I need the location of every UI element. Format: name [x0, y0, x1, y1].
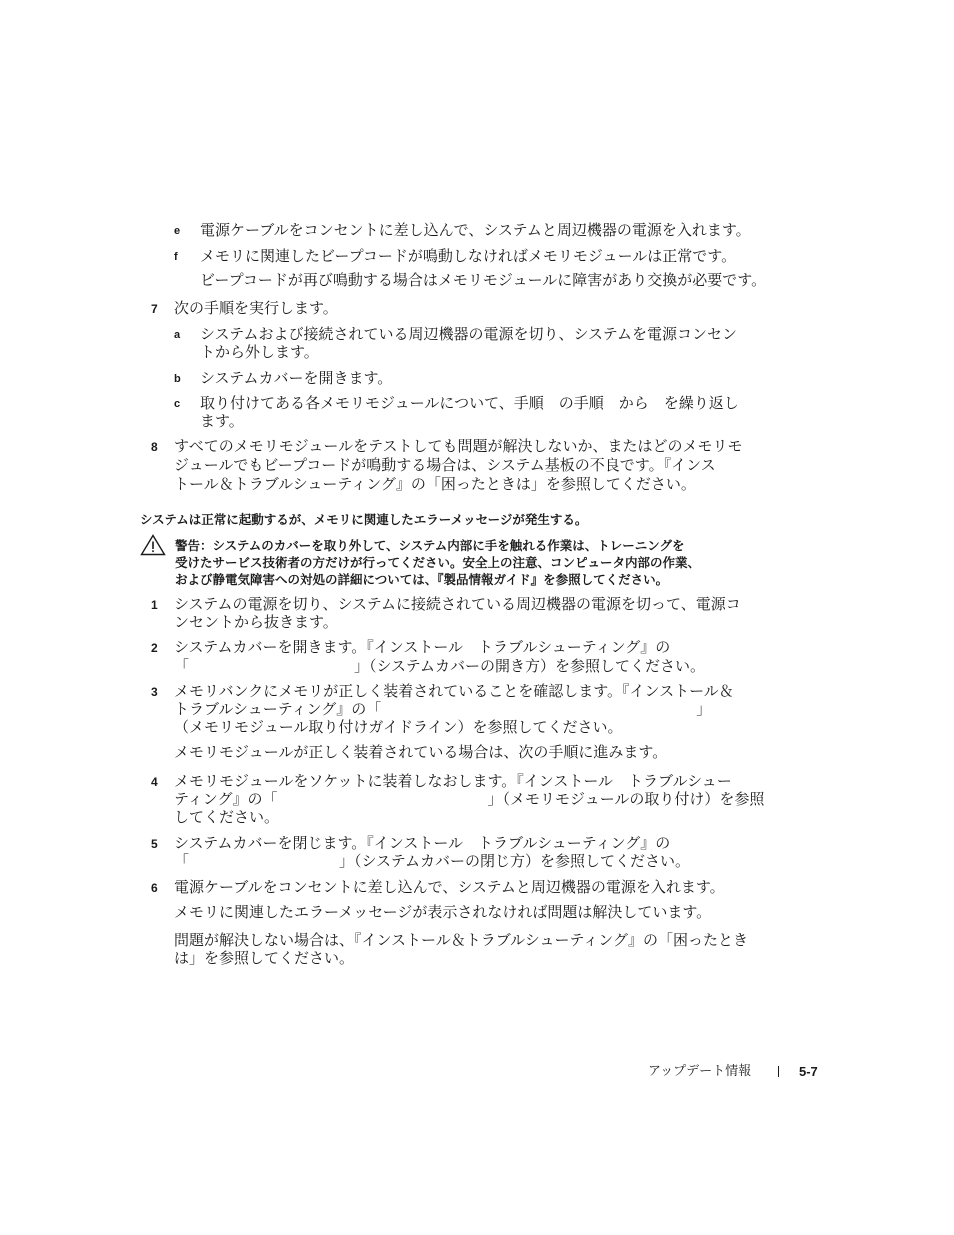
step-7-text: 次の手順を実行します。	[174, 299, 338, 317]
step-3-note: メモリモジュールが正しく装着されている場合は、次の手順に進みます。	[174, 743, 668, 761]
step-8-line3: トール＆トラブルシューティング』の「困ったときは」を参照してください。	[174, 475, 696, 493]
step-6-note1: メモリに関連したエラーメッセージが表示されなければ問題は解決しています。	[174, 903, 712, 921]
step-3-line3: （メモリモジュール取り付けガイドライン）を参照してください。	[174, 718, 623, 736]
step-4-line3: してください。	[174, 808, 280, 826]
step-2-line1: システムカバーを開きます。『インストール トラブルシューティング』の	[174, 638, 671, 656]
step-e-text: 電源ケーブルをコンセントに差し込んで、システムと周辺機器の電源を入れます。	[200, 221, 751, 239]
step-1-line1: システムの電源を切り、システムに接続されている周辺機器の電源を切って、電源コ	[174, 595, 741, 613]
step-4-line1: メモリモジュールをソケットに装着しなおします。『インストール トラブルシュー	[174, 772, 732, 790]
step-label-7c: c	[174, 398, 181, 410]
step-label-3: 3	[151, 685, 158, 699]
step-7c-line1: 取り付けてある各メモリモジュールについて、手順 の手順 から を繰り返し	[200, 394, 739, 412]
step-label-f: f	[174, 251, 178, 263]
step-7b-text: システムカバーを開きます。	[200, 369, 393, 387]
step-5-line1: システムカバーを閉じます。『インストール トラブルシューティング』の	[174, 834, 671, 852]
step-label-4: 4	[151, 775, 158, 789]
warning-line1: 警告：システムのカバーを取り外して、システム内部に手を触れる作業は、トレーニングを	[175, 538, 685, 553]
step-8-line1: すべてのメモリモジュールをテストしても問題が解決しないか、またはどのメモリモ	[174, 437, 743, 455]
step-1-line2: ンセントから抜きます。	[174, 613, 338, 631]
step-f-text: メモリに関連したビープコードが鳴動しなければメモリモジュールは正常です。	[200, 247, 737, 265]
step-label-e: e	[174, 225, 181, 237]
footer-separator	[778, 1066, 779, 1077]
step-4-line2: ティング』の「 」（メモリモジュールの取り付け）を参照	[174, 790, 765, 808]
step-2-line2: 「 」（システムカバーの開き方）を参照してください。	[174, 657, 706, 675]
footer-page-number: 5-7	[799, 1064, 818, 1079]
step-label-5: 5	[151, 837, 158, 851]
step-3-line1: メモリバンクにメモリが正しく装着されていることを確認します。『インストール＆	[174, 682, 734, 700]
step-label-6: 6	[151, 881, 158, 895]
step-6-line1: 電源ケーブルをコンセントに差し込んで、システムと周辺機器の電源を入れます。	[174, 878, 725, 896]
step-label-7: 7	[151, 302, 158, 316]
step-8-line2: ジュールでもビープコードが鳴動する場合は、システム基板の不良です。『インス	[174, 456, 716, 474]
warning-line3: および静電気障害への対処の詳細については、『製品情報ガイド』を参照してください。	[175, 572, 669, 587]
warning-line2: 受けたサービス技術者の方だけが行ってください。安全上の注意、コンピュータ内部の作業、	[175, 555, 701, 570]
step-3-line2: トラブルシューティング』の「 」	[174, 700, 712, 718]
step-label-8: 8	[151, 440, 158, 454]
step-label-2: 2	[151, 641, 158, 655]
step-f-note: ビープコードが再び鳴動する場合はメモリモジュールに障害があり交換が必要です。	[200, 271, 767, 289]
step-label-1: 1	[151, 598, 158, 612]
step-7a-line2: トから外します。	[200, 343, 319, 361]
step-7c-line2: ます。	[200, 412, 244, 430]
step-6-note2-line1: 問題が解決しない場合は、『インストール＆トラブルシューティング』の「困ったとき	[174, 931, 748, 949]
step-label-7b: b	[174, 373, 181, 385]
footer-section-title: アップデート情報	[648, 1064, 752, 1079]
step-7a-line1: システムおよび接続されている周辺機器の電源を切り、システムを電源コンセン	[200, 325, 738, 343]
warning-triangle-icon	[140, 534, 166, 556]
step-6-note2-line2: は」を参照してください。	[174, 949, 355, 967]
step-5-line2: 「 」（システムカバーの閉じ方）を参照してください。	[174, 852, 691, 870]
section-heading: システムは正常に起動するが、メモリに関連したエラーメッセージが発生する。	[140, 512, 588, 527]
step-label-7a: a	[174, 329, 181, 341]
